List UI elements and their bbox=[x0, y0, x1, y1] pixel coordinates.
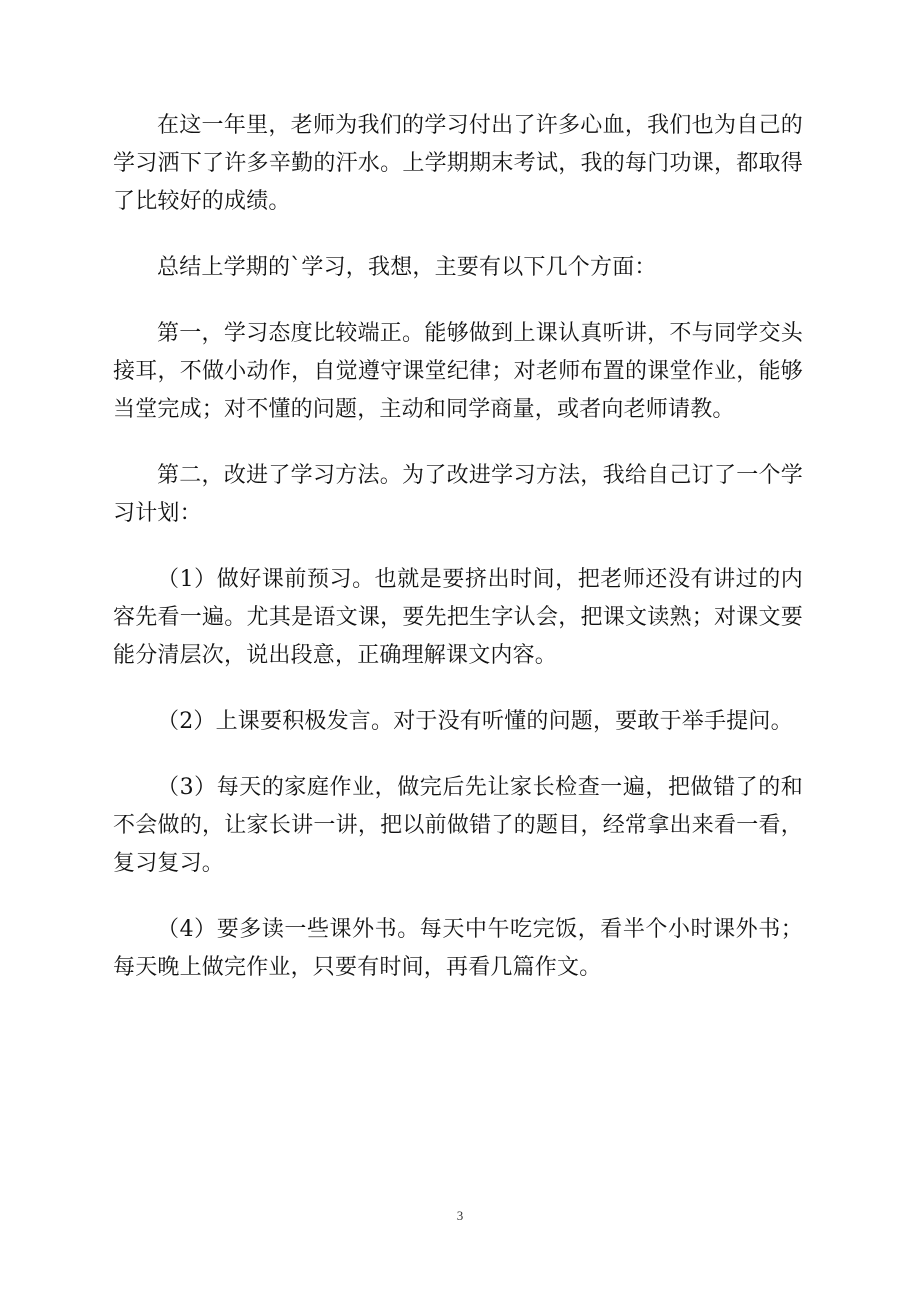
paragraph-plan-item-4: （4）要多读一些课外书。每天中午吃完饭，看半个小时课外书；每天晚上做完作业，只要有时间，再看几篇作文。 bbox=[113, 917, 803, 980]
paragraph-point-two: 第二，改进了学习方法。为了改进学习方法，我给自己订了一个学习计划： bbox=[113, 463, 803, 526]
page-number: 3 bbox=[456, 1208, 464, 1223]
paragraph-plan-item-2: （2）上课要积极发言。对于没有听懂的问题，要敢于举手提问。 bbox=[157, 709, 793, 734]
paragraph-plan-item-1: （1）做好课前预习。也就是要挤出时间，把老师还没有讲过的内容先看一遍。尤其是语文课，要先把生字认会，把课文读熟；对课文要能分清层次，说出段意，正确理解课文内容。 bbox=[113, 567, 803, 668]
paragraph-intro: 在这一年里，老师为我们的学习付出了许多心血，我们也为自己的学习洒下了许多辛勤的汗水。上学期期末考试，我的每门功课，都取得了比较好的成绩。 bbox=[113, 113, 803, 214]
paragraph-point-one: 第一，学习态度比较端正。能够做到上课认真听讲，不与同学交头接耳，不做小动作，自觉遵守课堂纪律；对老师布置的课堂作业，能够当堂完成；对不懂的问题，主动和同学商量，或者向老师请教。 bbox=[113, 321, 803, 422]
paragraph-plan-item-3: （3）每天的家庭作业，做完后先让家长检查一遍，把做错了的和不会做的，让家长讲一讲，把以前做错了的题目，经常拿出来看一看，复习复习。 bbox=[113, 775, 803, 876]
document-body bbox=[113, 107, 803, 1015]
paragraph-summary-heading: 总结上学期的`学习，我想，主要有以下几个方面： bbox=[157, 255, 657, 280]
